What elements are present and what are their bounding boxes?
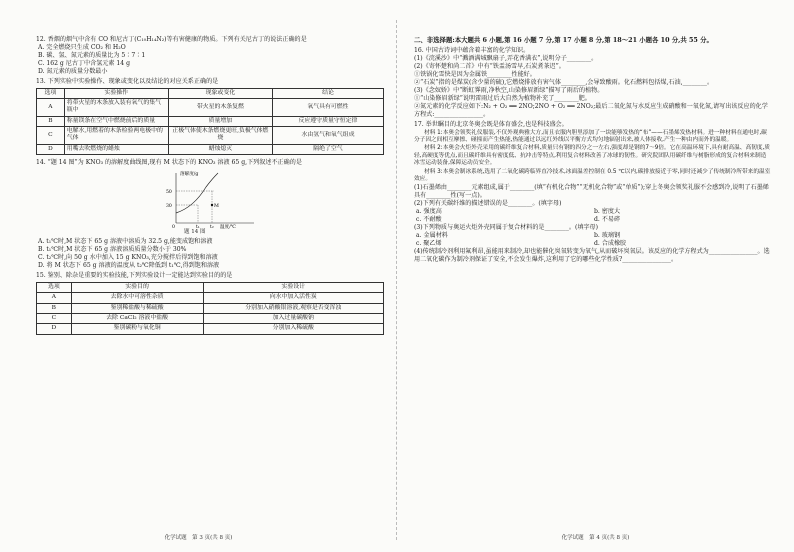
question-13-table [36,88,384,156]
solubility-curve [176,173,218,213]
table-header: 实验目的 [71,282,203,292]
table-cell: 称量镁条在空气中燃烧前后的质量 [64,116,168,126]
table-row [37,313,384,323]
question-13 [36,78,384,156]
graph-ytick-30: 30 [166,204,172,210]
table-header: 现象或变化 [168,88,272,98]
table-row [37,116,384,126]
question-16-line: ①铁锅化雪快是因为金属铁________性能好。 [414,71,536,79]
question-12-option-b: B. 碳、氢、氮元素的质量比为 5∶7∶1 [38,51,146,59]
question-16-line: (3)《念奴娇》中“断虹霁雨,净秋空,山染修眉新绿”描写了雨后的植物。 [414,86,604,94]
question-14 [36,159,384,270]
table-cell: 鉴别稀盐酸与稀硫酸 [71,303,203,313]
table-cell: 去除水中可溶性杂质 [71,293,203,303]
question-13-stem: 13. 下列实验中实验操作、现象或变化以及结论的对应关系正确的是 [36,77,219,85]
question-12-stem: 12. 香烟的烟气中含有 CO 和尼古丁(C₁₀H₁₄N₂)等有害健康的物质。下列有关尼古丁的说法正确的是 [36,36,307,43]
question-12-option-d: D. 氮元素的质量分数最小 [38,67,108,75]
table-row [37,98,384,116]
question-16-line: ①“山染修眉新绿”说明雷雨过后大自然为植物补充了________肥。 [414,94,591,102]
table-cell: B [37,303,72,313]
question-17-sub-1: (1)石墨烯由________元素组成,属于________(填“有机化合物”“无机化合物”或“单质”);穿上冬奥会领奖礼服不会感到冷,说明了石墨烯具有________性(写一点)。 [414,184,769,200]
table-header: 选项 [37,88,65,98]
graph-caption: 题 14 图 [184,229,206,236]
table-row [37,127,384,145]
table-row [37,293,384,303]
graph-point-label: M [214,204,219,210]
question-14-option-c: C. t₂℃时,向 50 g 水中加入 15 g KNO₃,充分搅拌后得到饱和溶液 [38,254,218,262]
page-footer: 化学试题 第 4 页(共 8 页) [561,534,630,541]
table-cell: 隔绝了空气 [272,144,383,154]
table-header: 实验操作 [64,88,168,98]
table-cell: 蜡烛熄灭 [168,144,272,154]
option: c. 聚乙烯 [416,239,442,247]
question-17-intro: 17. 举世瞩目的北京冬奥会既是体育盛会,也是科技盛会。 [414,120,568,128]
table-header-row [37,282,384,292]
question-17-sub-4: (4)传统制冷剂利用氟利昂,虽能用来制冷,却也能催化臭氧转变为氧气,从而破坏臭氧层。该反应的化学方程式为________________。选用二氧化碳作为制冷剂保证了安全,不会发生爆炸,这利用了它的哪些化学性质?________________。 [414,247,770,263]
table-header-row [37,88,384,98]
table-cell: 鉴别碳粉与氧化铜 [71,324,203,334]
graph-ylabel: 溶解度/g [180,172,199,178]
question-14-option-b: B. t₁℃时,M 状态下 65 g 溶液溶质质量分数小于 30% [38,246,187,254]
table-cell: C [37,313,72,323]
option: a. 强度高 [416,208,442,216]
material-3: 材料 3:本奥会制冰系统,选用了二氧化碳跨临界直冷技术,冰面温差控制在 0.5 ℃以内,碳排放接近于零,同时还减少了传统制冷所带来的温室效应。 [414,168,771,182]
graph-xtick-t1: t₁ [196,225,200,230]
question-15-table [36,282,384,335]
table-cell: 去除 CaCl₂ 溶液中盐酸 [71,313,203,323]
table-cell: 氧气具有可燃性 [272,98,383,116]
table-cell: A [37,98,65,116]
question-17-sub-2: (2)下列有关碳纤维的描述错误的是________。(填字母) [414,200,562,208]
table-cell: 加入过量碳酸钠 [203,313,383,323]
page-footer: 化学试题 第 3 页(共 8 页) [164,534,233,541]
table-cell: D [37,144,65,154]
question-16-line: 16. 中国古诗词中蕴含着丰富的化学知识。 [414,47,530,55]
question-14-option-d: D. 将 M 状态下 65 g 溶液的温度从 t₂℃降低到 t₁℃,得到饱和溶液 [38,261,220,269]
table-row [37,324,384,334]
solubility-curve-svg [154,169,264,229]
table-cell: 水由氢气和氧气组成 [272,127,383,145]
table-row [37,144,384,154]
graph-xtick-t2: t₂ [210,225,214,230]
graph-xtick-0: 0 [172,225,175,230]
question-17-sub-3: (3)下列物质与奥运火炬外壳同属于复合材料的是________。(填字母) [414,224,599,231]
option: c. 不耐酸 [416,216,442,224]
question-16-line: ②“石炭”指的是煤炭(含少量的硫),它燃烧排放有害气体________,会导致酸雨。化石燃料包括煤,石油,________。 [414,79,714,87]
option: b. 密度大 [594,208,621,216]
table-cell: 带火星的木条复燃 [168,98,272,116]
table-header: 实验设计 [203,282,383,292]
question-12-option-a: A. 完全燃烧只生成 CO₂ 和 H₂O [38,43,126,51]
material-2: 材料 2:本奥会火炬外壳采用的碳纤维复合材料,质量只有钢的四分之一左右,强度却是钢的7～9倍。它在高温环境下,具有耐高温、高韧度,质轻,高硬度等优点,而且碳纤维具有密度低、抗冲击等特点,利用复合材料改善了冰球的韧性。研究院团队用碳纤维与树脂形成的复合材料来制造冰雪运动装备,保障运动员安全。 [414,145,770,167]
question-14-option-a: A. t₁℃时,M 状态下 65 g 溶液中溶质为 32.5 g,能变成饱和溶液 [38,238,213,246]
question-12 [36,36,384,76]
question-12-option-c: C. 162 g 尼古丁中含氢元素 14 g [38,59,131,67]
graph-xunit: 温度/℃ [220,225,236,230]
right-page [397,0,794,552]
table-cell: C [37,127,65,145]
option: d. 合成橡胶 [594,239,627,247]
question-14-stem: 14. “题 14 图”为 KNO₃ 的溶解度曲线图,现有 M 状态下的 KNO₃ 溶液 65 g,下列叙述不正确的是 [36,159,302,167]
material-1: 材料 1:本奥会领奖礼仪服装,不仅外观典雅大方,而且衣服内胆里添加了一块能够发热的“布”——石墨烯发热材料。进一种材料在通电时,碳分子因之间相互摩擦、碰撞而产生热能,热能通过以远红外线以平衡方式均匀地辐射出来,被人体接收,产生一种由内而外的温暖。 [414,129,767,143]
table-cell: 反应遵守质量守恒定律 [272,116,383,126]
question-16-line: (1)《浣溪沙》中“溅酒满城飘扇子,弄花香满衣”,说明分子________。 [414,55,598,63]
table-cell: 分别加入硝酸银溶液,观察是否变浑浊 [203,303,383,313]
table-cell: 正极气体使木条燃烧更旺,负极气体燃烧 [168,127,272,145]
table-cell: D [37,324,72,334]
question-15-stem: 15. 鉴别、除杂是重要的实验技能,下列实验设计一定能达到实验目的的是 [36,271,233,279]
table-cell: 电解水,用燃着的木条检验两电极中的气体 [64,127,168,145]
question-16-line: ②氮元素的化学反应如下:N₂ + O₂ ══ 2NO;2NO + O₂ ══ 2NO₂;最后二氧化氮与水反应生成硝酸和一氧化氮,请写出该反应的化学方程式:________________。 [414,102,768,118]
question-17-sub-2-options [414,208,772,224]
table-cell: 将带火星的木条放入装有氧气的集气瓶中 [64,98,168,116]
table-header: 选项 [37,282,72,292]
question-17-sub-3-options [414,232,772,248]
graph-ytick-50: 50 [166,190,172,196]
table-cell: B [37,116,65,126]
option: b. 玻璃钢 [594,231,621,239]
option: a. 金属材料 [416,231,448,239]
question-17 [414,121,772,264]
table-row [37,303,384,313]
table-header: 结论 [272,88,383,98]
option: d. 不易碎 [594,216,621,224]
table-cell: 向水中加入活性炭 [203,293,383,303]
table-cell: A [37,293,72,303]
solubility-graph [154,169,264,229]
question-16 [414,47,772,118]
table-cell: 质量增加 [168,116,272,126]
section-heading: 二、非选择题:本大题共 6 小题,第 16 小题 7 分,第 17 小题 8 分,第 18～21 小题各 10 分,共 55 分。 [414,36,713,44]
question-16-line: (2)《寄怀楚和尚二首》中有“铁盂汤雪早,石炭煮茶迟”。 [414,63,565,71]
question-15 [36,272,384,335]
table-cell: 分别加入稀硫酸 [203,324,383,334]
point-m [211,204,213,206]
table-cell: 用嘴去吹燃烧的蜡烛 [64,144,168,154]
